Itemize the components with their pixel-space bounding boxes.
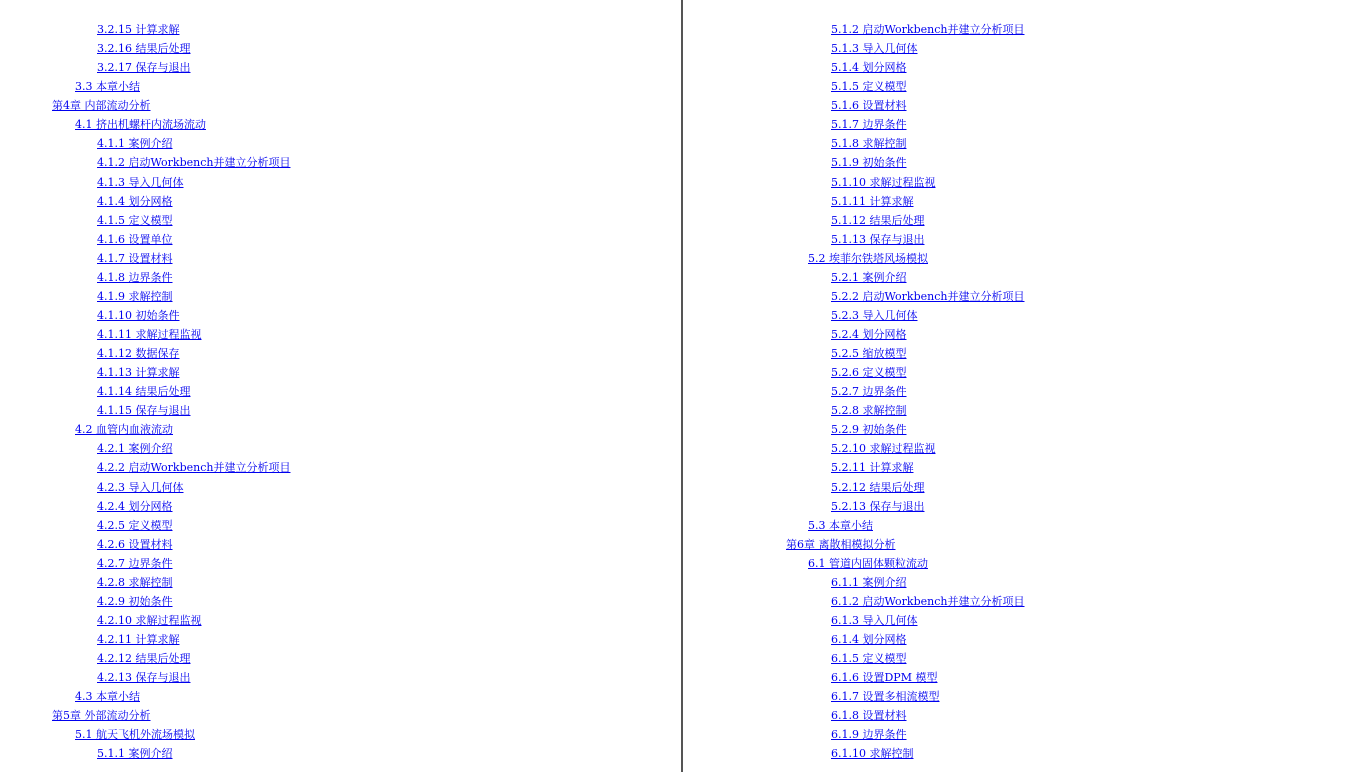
toc-subsection-link[interactable]: 4.1.8 边界条件 (97, 270, 173, 284)
toc-chapter-link[interactable]: 第6章 离散相模拟分析 (786, 537, 896, 551)
toc-list-left (0, 0, 681, 763)
toc-subsection-link[interactable]: 3.2.17 保存与退出 (97, 61, 191, 75)
toc-subsection-item (683, 39, 1360, 58)
toc-subsection-link[interactable]: 5.1.9 初始条件 (831, 156, 907, 170)
toc-subsection-item (683, 268, 1360, 287)
toc-subsection-link[interactable]: 4.1.1 案例介绍 (97, 137, 173, 151)
toc-subsection-item (683, 153, 1360, 172)
toc-subsection-item (683, 439, 1360, 458)
toc-subsection-link[interactable]: 6.1.9 边界条件 (831, 728, 907, 742)
toc-subsection-item (683, 20, 1360, 39)
toc-subsection-link[interactable]: 3.2.15 计算求解 (97, 23, 180, 36)
toc-subsection-item (0, 401, 681, 420)
toc-section-link[interactable]: 6.1 管道内固体颗粒流动 (808, 556, 928, 570)
toc-subsection-link[interactable]: 5.2.12 结果后处理 (831, 480, 925, 494)
toc-subsection-link[interactable]: 5.1.8 求解控制 (831, 137, 907, 151)
toc-subsection-link[interactable]: 5.1.10 求解过程监视 (831, 175, 936, 189)
toc-subsection-item (0, 249, 681, 268)
toc-subsection-item (683, 134, 1360, 153)
toc-subsection-item (0, 39, 681, 58)
toc-subsection-item (0, 478, 681, 497)
toc-list-right (683, 0, 1360, 763)
toc-subsection-link[interactable]: 4.1.3 导入几何体 (97, 175, 184, 189)
toc-subsection-link[interactable]: 5.1.4 划分网格 (831, 61, 907, 75)
toc-subsection-item (683, 687, 1360, 706)
toc-subsection-item (0, 173, 681, 192)
toc-subsection-link[interactable]: 4.1.6 设置单位 (97, 232, 173, 246)
toc-subsection-item (683, 478, 1360, 497)
toc-section-link[interactable]: 4.2 血管内血液流动 (75, 423, 173, 437)
toc-subsection-item (0, 306, 681, 325)
toc-subsection-item (0, 268, 681, 287)
toc-subsection-item (0, 58, 681, 77)
toc-subsection-link[interactable]: 4.1.5 定义模型 (97, 213, 173, 227)
toc-subsection-link[interactable]: 4.2.1 案例介绍 (97, 442, 173, 456)
toc-subsection-item (683, 420, 1360, 439)
toc-subsection-item (683, 325, 1360, 344)
toc-subsection-item (683, 725, 1360, 744)
toc-subsection-item (683, 344, 1360, 363)
toc-subsection-link[interactable]: 4.2.4 划分网格 (97, 499, 173, 513)
toc-subsection-link[interactable]: 5.2.13 保存与退出 (831, 499, 925, 513)
toc-subsection-link[interactable]: 5.2.3 导入几何体 (831, 308, 918, 322)
toc-subsection-item (0, 20, 681, 39)
toc-subsection-item (0, 344, 681, 363)
toc-section-item (0, 725, 681, 744)
toc-subsection-link[interactable]: 5.2.7 边界条件 (831, 385, 907, 399)
toc-subsection-item (0, 611, 681, 630)
toc-subsection-item (0, 134, 681, 153)
toc-chapter-link[interactable]: 第4章 内部流动分析 (52, 99, 151, 113)
toc-subsection-link[interactable]: 4.2.3 导入几何体 (97, 480, 184, 494)
toc-subsection-link[interactable]: 6.1.10 求解控制 (831, 747, 914, 761)
toc-subsection-item (0, 439, 681, 458)
toc-section-item (683, 554, 1360, 573)
toc-subsection-link[interactable]: 6.1.4 划分网格 (831, 633, 907, 646)
toc-subsection-link[interactable]: 6.1.7 设置多相流模型 (831, 690, 940, 704)
toc-subsection-link[interactable]: 6.1.3 导入几何体 (831, 613, 918, 627)
toc-subsection-link[interactable]: 4.2.9 初始条件 (97, 594, 173, 608)
toc-section-item (0, 115, 681, 134)
toc-subsection-link[interactable]: 5.1.5 定义模型 (831, 80, 907, 94)
toc-subsection-item (0, 630, 681, 649)
toc-subsection-link[interactable]: 5.1.1 案例介绍 (97, 747, 173, 761)
toc-subsection-item (0, 153, 681, 172)
toc-subsection-link[interactable]: 6.1.1 案例介绍 (831, 575, 907, 589)
toc-subsection-item (683, 382, 1360, 401)
toc-section-link[interactable]: 5.3 本章小结 (808, 518, 873, 532)
toc-subsection-link[interactable]: 5.1.11 计算求解 (831, 194, 914, 208)
toc-subsection-link[interactable]: 5.1.2 启动Workbench并建立分析项目 (831, 23, 1025, 36)
toc-subsection-item (683, 287, 1360, 306)
toc-subsection-item (683, 230, 1360, 249)
toc-chapter-item (683, 535, 1360, 554)
toc-subsection-link[interactable]: 5.1.7 边界条件 (831, 118, 907, 132)
toc-subsection-item (0, 363, 681, 382)
toc-subsection-link[interactable]: 3.2.16 结果后处理 (97, 42, 191, 56)
toc-subsection-item (0, 516, 681, 535)
toc-chapter-item (0, 96, 681, 115)
toc-subsection-item (0, 211, 681, 230)
toc-subsection-link[interactable]: 4.1.7 设置材料 (97, 251, 173, 265)
toc-subsection-item (0, 287, 681, 306)
toc-subsection-link[interactable]: 4.2.10 求解过程监视 (97, 613, 202, 627)
toc-subsection-item (683, 592, 1360, 611)
toc-section-item (0, 420, 681, 439)
toc-subsection-link[interactable]: 5.2.6 定义模型 (831, 366, 907, 380)
toc-subsection-link[interactable]: 5.1.6 设置材料 (831, 99, 907, 113)
toc-subsection-item (683, 401, 1360, 420)
toc-subsection-item (683, 115, 1360, 134)
toc-subsection-link[interactable]: 5.1.12 结果后处理 (831, 213, 925, 227)
toc-subsection-link[interactable]: 5.1.3 导入几何体 (831, 42, 918, 56)
toc-subsection-item (0, 592, 681, 611)
toc-subsection-link[interactable]: 4.1.11 求解过程监视 (97, 328, 202, 341)
toc-subsection-item (0, 230, 681, 249)
toc-section-link[interactable]: 5.1 航天飞机外流场模拟 (75, 728, 195, 742)
toc-subsection-item (0, 458, 681, 477)
toc-subsection-link[interactable]: 4.1.15 保存与退出 (97, 404, 191, 418)
toc-subsection-link[interactable]: 4.1.4 划分网格 (97, 194, 173, 208)
toc-subsection-item (683, 668, 1360, 687)
toc-subsection-link[interactable]: 4.2.11 计算求解 (97, 633, 180, 646)
toc-subsection-link[interactable]: 5.2.5 缩放模型 (831, 347, 907, 361)
toc-subsection-item (683, 744, 1360, 763)
toc-subsection-item (683, 96, 1360, 115)
toc-chapter-item (0, 706, 681, 725)
toc-subsection-link[interactable]: 6.1.8 设置材料 (831, 709, 907, 723)
toc-subsection-item (683, 58, 1360, 77)
toc-section-item (683, 516, 1360, 535)
toc-subsection-link[interactable]: 5.2.10 求解过程监视 (831, 442, 936, 456)
toc-subsection-item (683, 497, 1360, 516)
toc-subsection-item (683, 192, 1360, 211)
toc-subsection-item (683, 173, 1360, 192)
toc-section-item (0, 77, 681, 96)
toc-section-link[interactable]: 3.3 本章小结 (75, 80, 140, 94)
toc-subsection-item (683, 77, 1360, 96)
toc-chapter-link[interactable]: 第5章 外部流动分析 (52, 709, 151, 723)
toc-subsection-link[interactable]: 4.1.10 初始条件 (97, 308, 180, 322)
toc-subsection-item (683, 363, 1360, 382)
toc-subsection-item (0, 573, 681, 592)
toc-subsection-link[interactable]: 4.1.12 数据保存 (97, 347, 180, 361)
toc-subsection-link[interactable]: 5.2.11 计算求解 (831, 461, 914, 475)
toc-subsection-link[interactable]: 5.1.13 保存与退出 (831, 232, 925, 246)
toc-section-item (0, 687, 681, 706)
toc-section-link[interactable]: 5.2 埃菲尔铁塔风场模拟 (808, 251, 928, 265)
toc-subsection-link[interactable]: 4.2.13 保存与退出 (97, 671, 191, 685)
toc-subsection-item (683, 573, 1360, 592)
toc-subsection-link[interactable]: 4.2.2 启动Workbench并建立分析项目 (97, 461, 291, 475)
toc-subsection-item (0, 192, 681, 211)
toc-subsection-link[interactable]: 6.1.6 设置DPM 模型 (831, 671, 938, 685)
toc-section-link[interactable]: 4.1 挤出机螺杆内流场流动 (75, 118, 206, 132)
toc-subsection-link[interactable]: 6.1.5 定义模型 (831, 652, 907, 666)
toc-subsection-item (683, 611, 1360, 630)
toc-subsection-link[interactable]: 6.1.2 启动Workbench并建立分析项目 (831, 594, 1025, 608)
toc-subsection-link[interactable]: 4.2.6 设置材料 (97, 537, 173, 551)
toc-subsection-link[interactable]: 5.2.1 案例介绍 (831, 270, 907, 284)
toc-subsection-item (0, 668, 681, 687)
toc-subsection-link[interactable]: 4.1.9 求解控制 (97, 289, 173, 303)
toc-subsection-link[interactable]: 5.2.8 求解控制 (831, 404, 907, 418)
toc-section-item (683, 249, 1360, 268)
toc-subsection-link[interactable]: 5.2.4 划分网格 (831, 328, 907, 341)
toc-subsection-link[interactable]: 4.1.13 计算求解 (97, 366, 180, 380)
toc-subsection-item (0, 649, 681, 668)
toc-subsection-link[interactable]: 4.2.5 定义模型 (97, 518, 173, 532)
toc-subsection-item (0, 382, 681, 401)
toc-subsection-item (683, 306, 1360, 325)
toc-subsection-item (0, 497, 681, 516)
toc-subsection-item (0, 535, 681, 554)
toc-subsection-item (683, 458, 1360, 477)
toc-subsection-item (683, 706, 1360, 725)
toc-subsection-link[interactable]: 5.2.2 启动Workbench并建立分析项目 (831, 289, 1025, 303)
toc-subsection-link[interactable]: 4.1.14 结果后处理 (97, 385, 191, 399)
toc-subsection-link[interactable]: 5.2.9 初始条件 (831, 423, 907, 437)
toc-subsection-item (0, 744, 681, 763)
toc-subsection-link[interactable]: 4.1.2 启动Workbench并建立分析项目 (97, 156, 291, 170)
toc-subsection-link[interactable]: 4.2.7 边界条件 (97, 556, 173, 570)
toc-subsection-item (0, 554, 681, 573)
toc-section-link[interactable]: 4.3 本章小结 (75, 690, 140, 704)
toc-subsection-item (683, 630, 1360, 649)
toc-subsection-link[interactable]: 4.2.12 结果后处理 (97, 652, 191, 666)
toc-subsection-link[interactable]: 4.2.8 求解控制 (97, 575, 173, 589)
toc-subsection-item (683, 211, 1360, 230)
toc-subsection-item (0, 325, 681, 344)
toc-subsection-item (683, 649, 1360, 668)
toc-page-right (683, 0, 1360, 772)
